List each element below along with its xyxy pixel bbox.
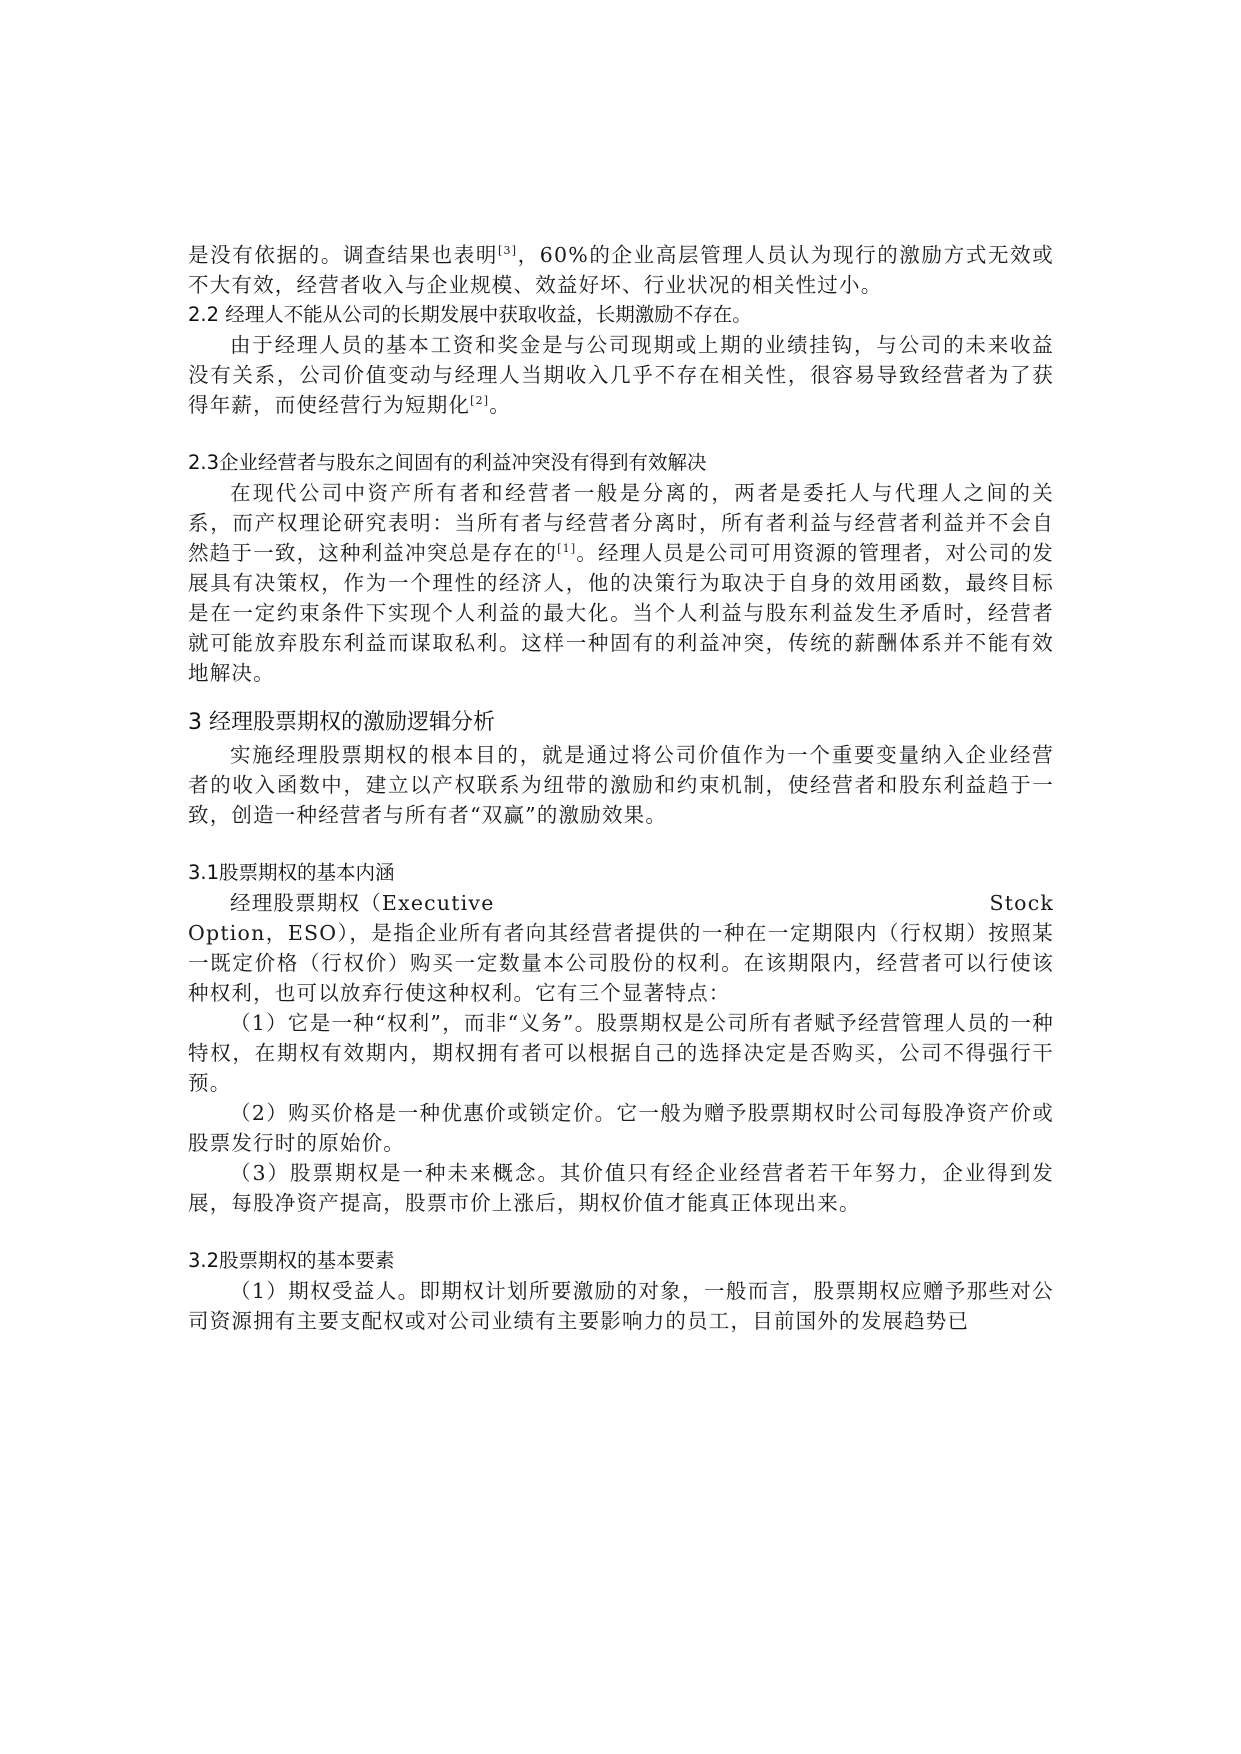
- paragraph-text: ，60%的企业高层管理人员认为现行的激励方式无效或不大有效，经营者收入与企业规模、效益好坏、行业状况的相关性过小。: [188, 243, 1054, 297]
- paragraph-text: 。: [489, 393, 511, 417]
- spacer: [188, 1218, 1054, 1246]
- document-body: [188, 240, 1054, 1336]
- spacer: [188, 830, 1054, 858]
- heading-3-2: 3.2股票期权的基本要素: [188, 1249, 395, 1272]
- list-item-1: （1）它是一种“权利”，而非“义务”。股票期权是公司所有者赋予经营管理人员的一种特权，在期权有效期内，期权拥有者可以根据自己的选择决定是否购买，公司不得强行干预。: [188, 1011, 1054, 1095]
- citation-2: [2]: [470, 394, 490, 407]
- paragraph-2-1-tail: [188, 240, 1054, 300]
- citation-3: [3]: [498, 244, 518, 257]
- spacer: [188, 688, 1054, 706]
- paragraph-2-2: [188, 330, 1054, 420]
- heading-2-3: 2.3企业经营者与股东之间固有的利益冲突没有得到有效解决: [188, 451, 707, 474]
- eso-term-right: Stock: [989, 891, 1054, 915]
- paragraph-text: 是没有依据的。调查结果也表明: [188, 243, 499, 267]
- spacer: [188, 420, 1054, 448]
- paragraph-text: 在现代公司中资产所有者和经营者一般是分离的，两者是委托人与代理人之间的关系，而产权理论研究表明：当所有者与经营者分离时，所有者利益与经营者利益并不会自然趋于一致，这种利益冲突总是存在的: [188, 481, 1054, 565]
- list-item-2: （2）购买价格是一种优惠价或锁定价。它一般为赠予股票期权时公司每股净资产价或股票发行时的原始价。: [188, 1101, 1054, 1155]
- heading-2-2: 2.2 经理人不能从公司的长期发展中获取收益，长期激励不存在。: [188, 303, 752, 326]
- paragraph-text: 。经理人员是公司可用资源的管理者，对公司的发展具有决策权，作为一个理性的经济人，他的决策行为取决于自身的效用函数，最终目标是在一定约束条件下实现个人利益的最大化。当个人利益与股东利益发生矛盾时，经营者就可能放弃股东利益而谋取私利。这样一种固有的利益冲突，传统的薪酬体系并不能有效地解决。: [188, 541, 1054, 685]
- paragraph-2-3: [188, 478, 1054, 688]
- eso-term-left: 经理股票期权（Executive: [230, 891, 495, 915]
- citation-1: [1]: [557, 542, 577, 555]
- paragraph-text: 由于经理人员的基本工资和奖金是与公司现期或上期的业绩挂钩，与公司的未来收益没有关系，公司价值变动与经理人当期收入几乎不存在相关性，很容易导致经营者为了获得年薪，而使经营行为短期化: [188, 333, 1054, 417]
- heading-3-1: 3.1股票期权的基本内涵: [188, 861, 395, 884]
- list-item-3: （3）股票期权是一种未来概念。其价值只有经企业经营者若干年努力，企业得到发展，每股净资产提高，股票市价上涨后，期权价值才能真正体现出来。: [188, 1161, 1054, 1215]
- paragraph-3: 实施经理股票期权的根本目的，就是通过将公司价值作为一个重要变量纳入企业经营者的收入函数中，建立以产权联系为纽带的激励和约束机制，使经营者和股东利益趋于一致，创造一种经营者与所有者“双赢”的激励效果。: [188, 743, 1054, 827]
- paragraph-3-1-first-line: [188, 888, 1054, 918]
- heading-3: 3 经理股票期权的激励逻辑分析: [188, 710, 495, 735]
- list-item-3-2-1: （1）期权受益人。即期权计划所要激励的对象，一般而言，股票期权应赠予那些对公司资源拥有主要支配权或对公司业绩有主要影响力的员工，目前国外的发展趋势已: [188, 1279, 1054, 1333]
- paragraph-3-1: Option，ESO），是指企业所有者向其经营者提供的一种在一定期限内（行权期）按照某一既定价格（行权价）购买一定数量本公司股份的权利。在该期限内，经营者可以行使该种权利，也可以放弃行使这种权利。它有三个显著特点：: [188, 921, 1054, 1005]
